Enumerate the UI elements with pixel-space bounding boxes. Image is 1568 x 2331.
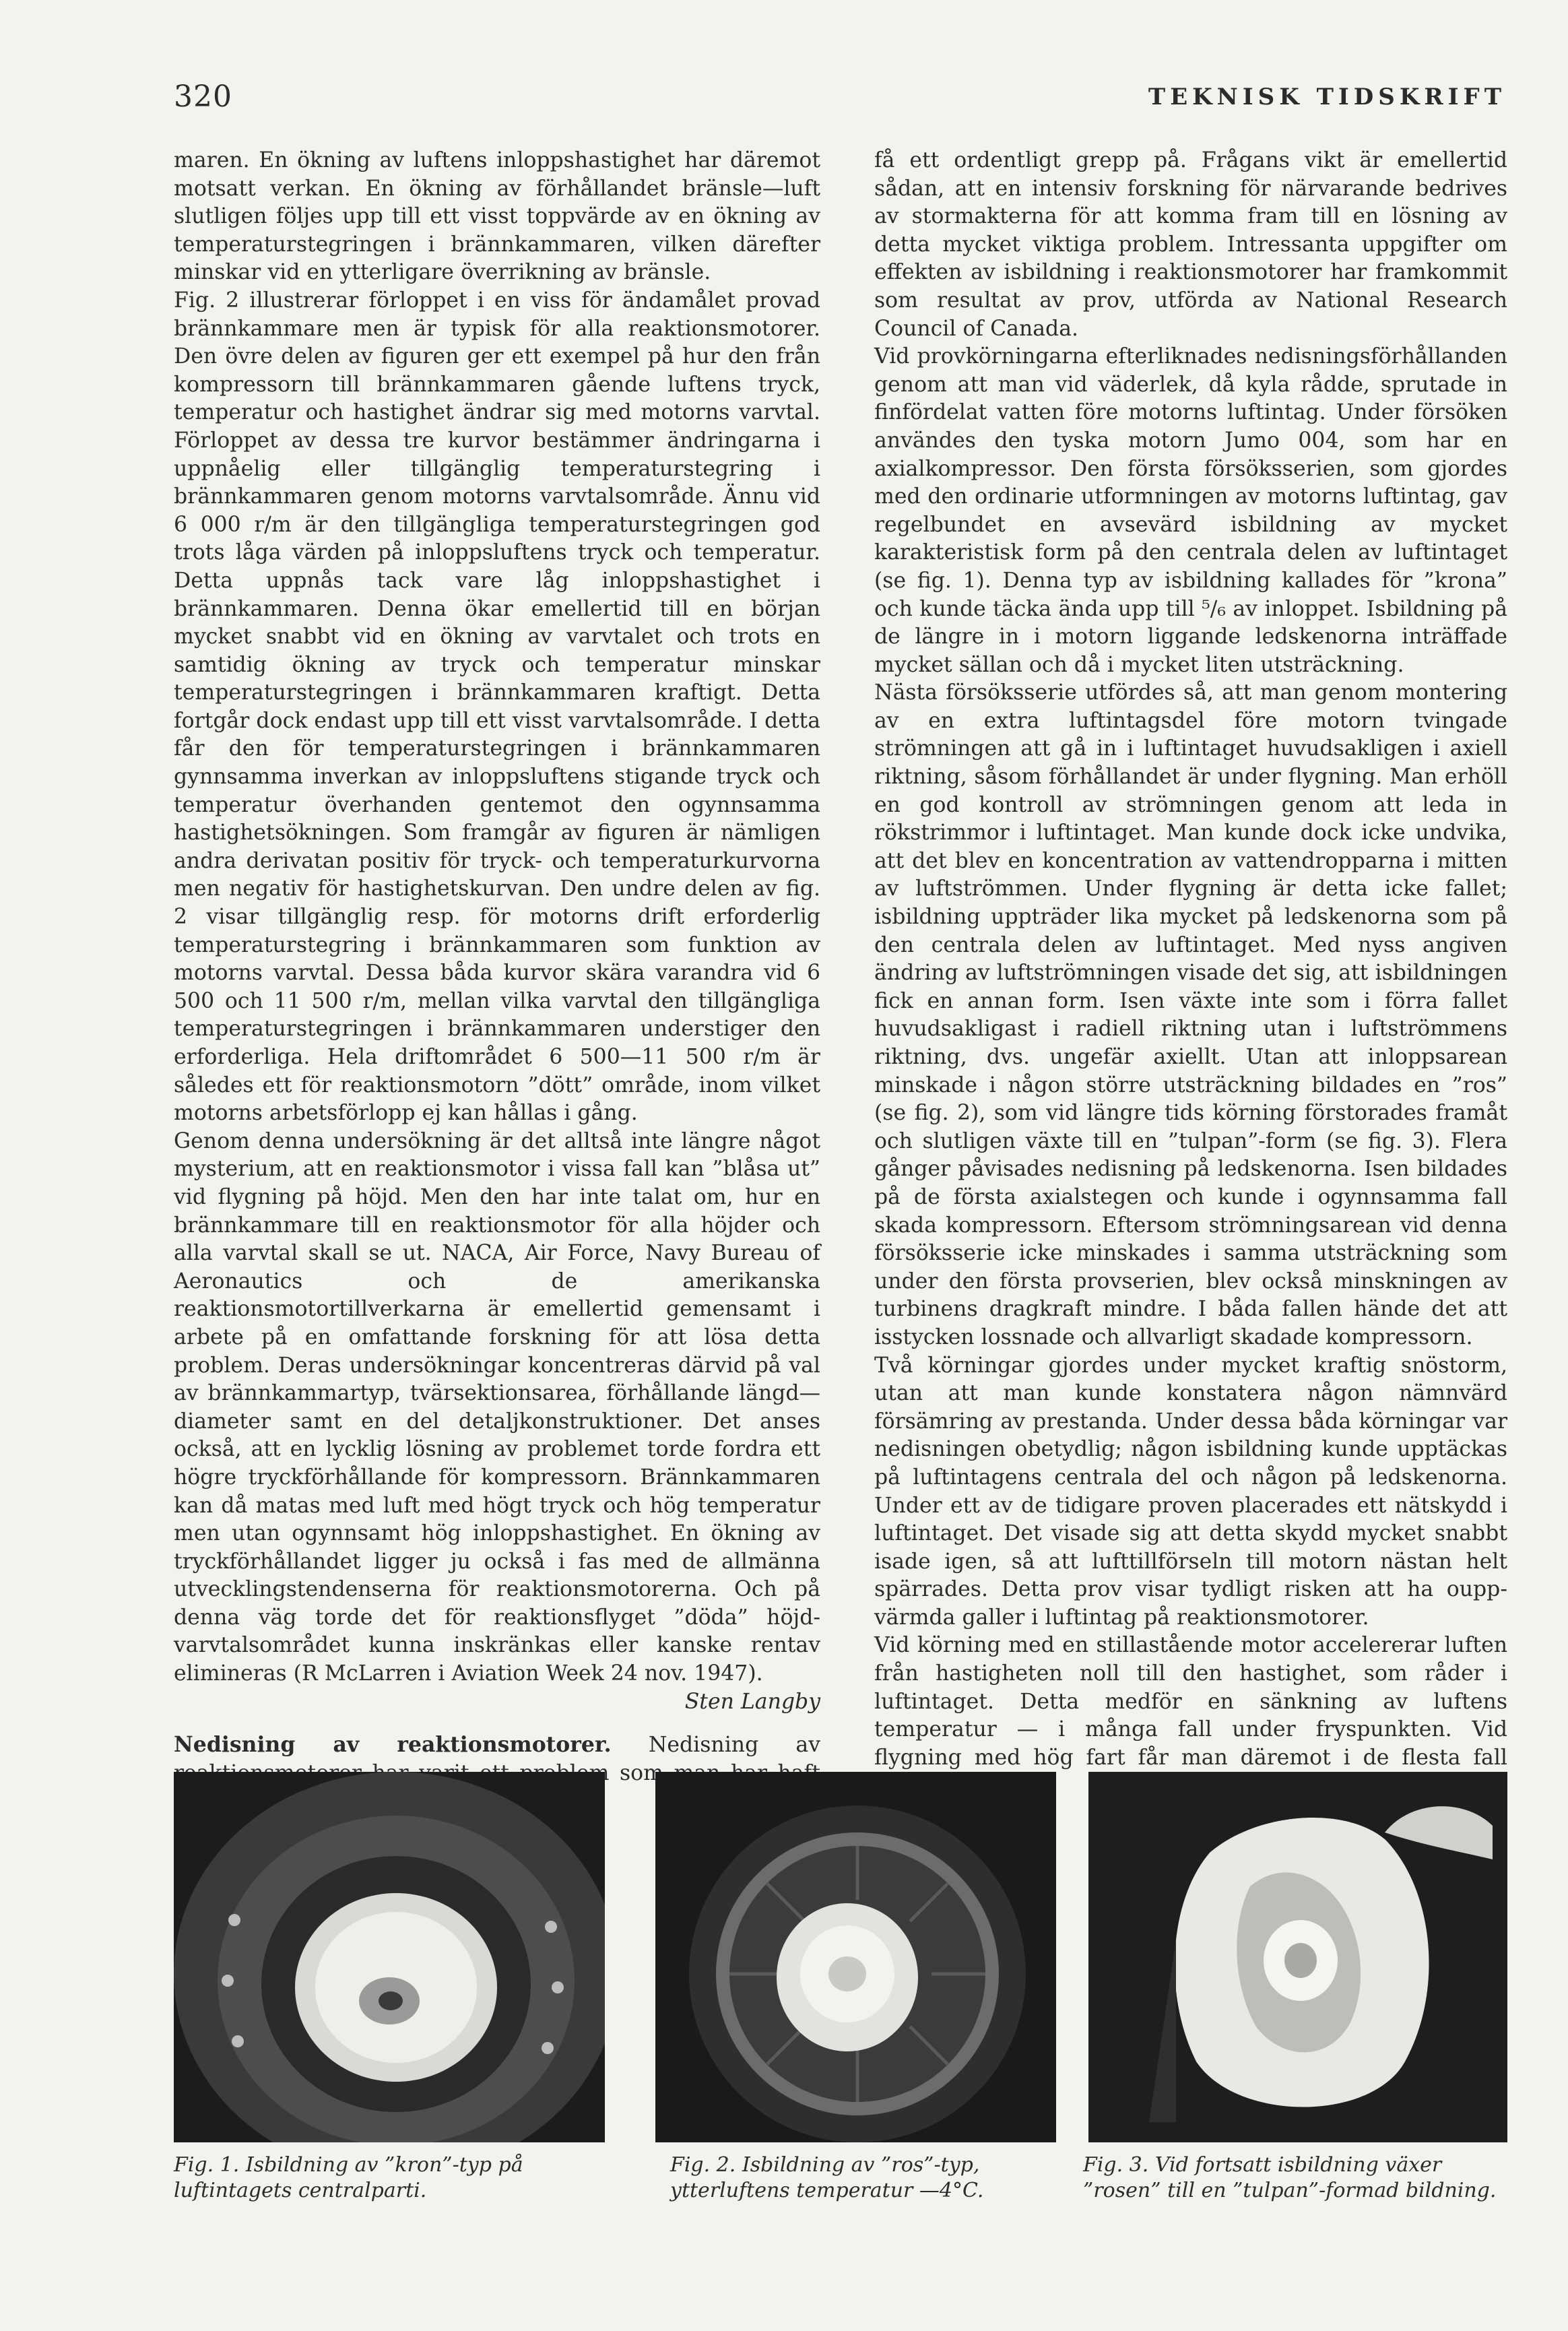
author-signature: Sten Langby — [684, 1689, 820, 1714]
figure-3-caption: Fig. 3. Vid fortsatt isbildning växer ”rosen” till en ”tulpan”-formad bildning. — [1083, 2153, 1497, 2202]
paragraph: Nästa försöksserie utfördes så, att man genom montering av en extra luftintagsdel före motorn tvingade strömningen att gå in i luftintaget huvudsakligen i axiell riktning, såsom förhållandet är under flygning. Man erhöll en god kontroll av strömningen genom att leda in rökstrimmor i luftintaget. Man kunde dock icke undvika, att det blev en koncentration av vattendropparna i mitten av luftströmmen. Under flygning är detta icke fallet; isbildning uppträder lika mycket på ledskenorna som på den centrala delen av luftintaget. Med nyss angiven ändring av luftströmningen visade det sig, att isbildningen fick en annan form. Isen växte inte som i förra fallet huvudsakligast i radiell riktning utan i luftströmmens riktning, dvs. ungefär axiellt. Utan att inloppsarean minskade i någon större utsträckning bildades en ”ros” (se fig. 2), som vid längre tids körning förstorades framåt och slutligen växte till en ”tulpan”-form (se fig. 3). Flera gånger påvisades nedisning på ledskenorna. Isen bildades på de första axialstegen och kunde i ogynnsamma fall skada kompressorn. Eftersom strömningsarean vid denna försöksserie icke minskades i samma utsträckning som under den första provserien, blev också minskningen av turbinens dragkraft mindre. I båda fallen hände det att isstycken lossnade och allvarligt skadade kompressorn. — [874, 680, 1507, 1349]
figure-3-photo — [1088, 1772, 1507, 2142]
ice-tulip-image — [1088, 1772, 1507, 2142]
section-intro: Nedisning av som — [619, 1733, 821, 1785]
figure-2-caption: Fig. 2. Isbildning av ”ros”-typ, ytterluftens temperatur —4°C. — [670, 2153, 984, 2202]
journal-title: TEKNISK TIDSKRIFT — [1148, 84, 1506, 110]
paragraph: Genom denna undersökning är det alltså inte längre något mysterium, att en reaktionsmotor i vissa fall kan ”blåsa ut” vid flygning på höjd. Men den har inte talat om, hur en brännkammare till en reaktionsmotor för alla höjder och alla varvtal skall se ut. NACA, Air Force, Navy Bureau of Aeronautics och de amerikanska reaktionsmotortillverkarna är emellertid gemensamt i arbete på en omfattande forskning för att lösa detta problem. Deras undersökningar koncentreras därvid på val av brännkammartyp, tvärsektionsarea, förhållande längd—diameter samt en del detaljkonstruktioner. Det anses också, att en lycklig lösning av problemet torde fordra ett högre tryckförhållande för kompressorn. Brännkammaren kan då matas med luft med högt tryck och hög temperatur men utan ogynnsamt hög inloppshastighet. En ökning av tryckförhållandet ligger ju också i fas med de allmänna utvecklingstendenserna för reaktionsmotorerna. Och på denna väg torde det för reaktionsflyget ”döda” höjd-varvtalsområdet kunna inskränkas eller kanske rentav elimineras (R McLarren i Aviation Week 24 nov. 1947). — [174, 1128, 820, 1686]
left-column — [174, 147, 820, 1816]
paragraph: Två körningar gjordes under mycket kraftig snöstorm, utan att man kunde konstatera någon nämnvärd försämring av prestanda. Under dessa båda körningar var nedisningen obetydlig; någon isbildning kunde upptäckas på luftintagens centrala del och någon på ledskenorna. Under ett av de tidigare proven placerades ett nätskydd i luftintaget. Det visade sig att detta skydd mycket snabbt isade igen, så att lufttillförseln till motorn nästan helt spärrades. Detta prov visar tydligt risken att ha ouppvärmda galler i luftintag på reaktionsmotorer. — [874, 1353, 1507, 1630]
ice-crown-image — [174, 1772, 605, 2142]
page-number: 320 — [174, 79, 232, 114]
paragraph: Vid körning med en stillastående motor accelererar luften från hastigheten noll till den hastighet, som råder i luftintaget. Detta medför en sänkning av luftens temperatur — i många fall under fryspunkten. Vid flygning med hög fart får man däremot i de flesta fall — [874, 1633, 1507, 1770]
paragraph: Vid provkörningarna efterliknades nedisningsförhållanden genom att man vid väderlek, då kyla rådde, sprutade in finfördelat vatten före motorns luftintag. Under försöken användes den tyska motorn Jumo 004, som har en axialkompressor. Den första försöksserien, som gjordes med den ordinarie utformningen av motorns luftintag, gav regelbundet en avsevärd isbildning av mycket karakteristisk form på den centrala delen av luftintaget (se fig. 1). Denna typ av isbildning kallades för ”krona” och kunde täcka ända upp till ⁵/₆ av inloppet. Isbildning på de längre in i motorn liggande ledskenorna inträffade mycket sällan och då i mycket liten utsträckning. — [874, 344, 1507, 677]
paragraph: maren. En ökning av luftens inloppshastighet har däremot motsatt verkan. En ökning av förhållandet bränsle—luft slutligen följes upp till ett visst toppvärde av en ökning av temperaturstegringen i brännkammaren, vilken därefter minskar vid en ytterligare överrikning av bränsle. — [174, 148, 820, 285]
ice-rose-image — [655, 1772, 1056, 2142]
figure-1-photo — [174, 1772, 605, 2142]
paragraph: få ett ordentligt grepp på. Frågans vikt är emellertid sådan, att en intensiv forskning för närvarande bedrives av stormakterna för att komma fram till en lösning av detta mycket viktiga problem. Intressanta uppgifter om effekten av isbildning i reaktionsmotorer har framkommit som resultat av prov, utförda av National Research Council of Canada. — [874, 148, 1507, 341]
right-column — [874, 147, 1507, 1800]
section-heading: Nedisning av reaktionsmotorer. — [174, 1732, 612, 1758]
figure-row — [174, 1772, 1507, 2149]
figure-1-caption: Fig. 1. Isbildning av ”kron”-typ på luftintagets centralparti. — [174, 2153, 523, 2202]
paragraph: Fig. 2 illustrerar förloppet i en viss för ändamålet provad brännkammare men är typisk för alla reaktionsmotorer. Den övre delen av figuren ger ett exempel på hur den från kompressorn till brännkammaren gående luftens tryck, temperatur och hastighet ändrar sig med motorns varvtal. Förloppet av dessa tre kurvor bestämmer ändringarna i uppnåelig eller tillgänglig temperaturstegring i brännkammaren genom motorns varvtalsområde. Ännu vid 6 000 r/m är den tillgängliga temperaturstegringen god trots låga värden på inloppsluftens tryck och temperatur. Detta uppnås tack vare låg inloppshastighet i brännkammaren. Denna ökar emellertid till en början mycket snabbt vid en ökning av varvtalet och trots en samtidig ökning av tryck och temperatur minskar temperaturstegringen i brännkammaren kraftigt. Detta fortgår dock endast upp till ett visst varvtalsområde. I detta får den för temperaturstegringen i brännkammaren gynnsamma inverkan av inloppsluftens stigande tryck och temperatur överhanden gentemot den ogynnsamma hastighetsökningen. Som framgår av figuren är nämligen andra derivatan positiv för tryck- och temperaturkurvorna men negativ för hastighetskurvan. Den undre delen av fig. 2 visar tillgänglig resp. för motorns drift erforderlig temperaturstegring i brännkammaren som funktion av motorns varvtal. Dessa båda kurvor skära varandra vid 6 500 och 11 500 r/m, mellan vilka varvtal den tillgängliga temperaturstegringen i brännkammaren understiger den erforderliga. Hela driftområdet 6 500—11 500 r/m är således ett för reaktionsmotorn ”dött” område, inom vilket motorns arbetsförlopp ej kan hållas i gång. — [174, 288, 820, 1126]
figure-2-photo — [655, 1772, 1056, 2142]
